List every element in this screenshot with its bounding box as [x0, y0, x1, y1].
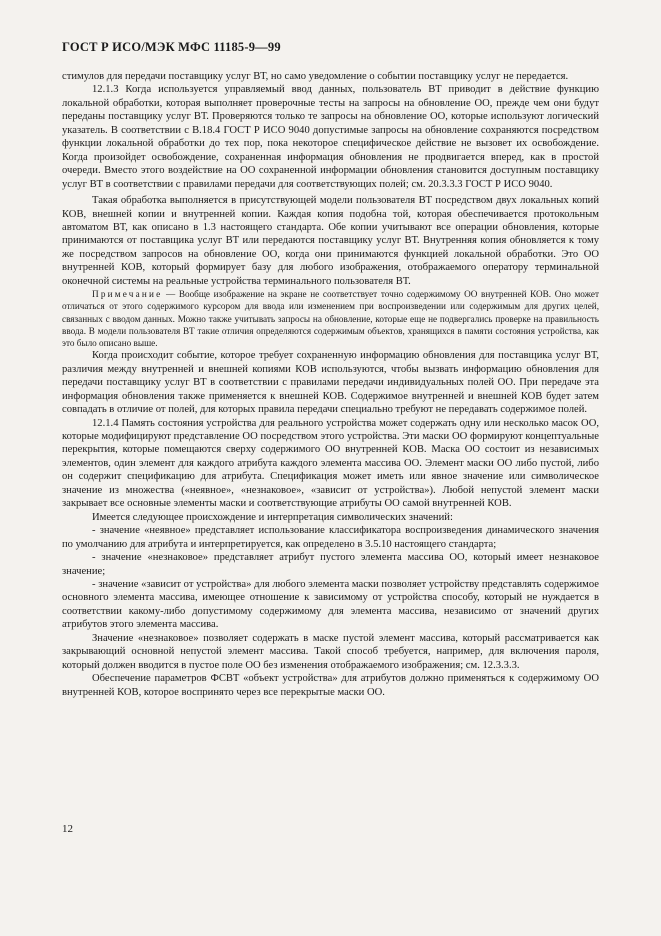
note-text: — Вообще изображение на экране не соответствует точно содержимому ОО внутренней КОВ. Оно может отличаться от этого содержимого курсором для ввода или изменением при воспроизведении или содержимым для других целей, связанных с вводом данных. Можно также учитывать запросы на обновление, которые еще не подвергались проверке на правильность ввода. В модели пользователя ВТ такие отличия определяются содержимым объектов, хранящихся в памяти состояния устройства, как это было описано выше.: [62, 289, 599, 349]
note-label: Примечание: [92, 289, 163, 300]
note: [62, 288, 599, 349]
paragraph-fsvt-params: Обеспечение параметров ФСВТ «объект устройства» для атрибутов должно применяться к содержимому ОО внутренней КОВ, которое воспринято через все перекрытые маски ОО.: [62, 673, 599, 698]
paragraph-nonsign-value: Значение «незнаковое» позволяет содержать в маске пустой элемент массива, который рассматривается как закрывающий основной непустой элемент массива. Такой способ требуется, например, для включения пароля, который должен вводится в пустое поле ОО без изменения отображаемого изображения; см. 12.3.3.3.: [62, 632, 599, 671]
paragraph-continuation: стимулов для передачи поставщику услуг ВТ, но само уведомление о событии поставщику услуг не передается.: [62, 71, 569, 82]
list-item-implicit: - значение «неявное» представляет использование классификатора воспроизведения динамического значения по умолчанию для атрибута и интерпретируется, как определено в 3.5.10 настоящего стандарта;: [62, 525, 599, 550]
paragraph-12-1-3: 12.1.3 Когда используется управляемый ввод данных, пользователь ВТ приводит в действие функцию локальной обработки, которая выполняет проверочные тесты на запросы на обновление ОО, прежде чем они будут переданы поставщику услуг ВТ. Проверяются только те запросы на обновление ОО, которые используют логический указатель. В соответствии с В.18.4 ГОСТ Р ИСО 9040 допустимые запросы на обновление сохраняются посредством функции локальной обработки до тех пор, пока некоторое специфическое действие не вызовет их освобождение. Когда произойдет освобождение, сохраненная информация обновления не продвигается вперед, как в простой очереди. Вместо этого воздействие на ОО сохраненной информации обновления становится доступным поставщику услуг ВТ в соответствии с правилами передачи для соответствующих полей; см. 20.3.3.3 ГОСТ Р ИСО 9040.: [62, 84, 599, 190]
paragraph-symbolic-intro: Имеется следующее происхождение и интерпретация символических значений:: [92, 511, 453, 523]
list-item-nonsign: - значение «незнаковое» представляет атрибут пустого элемента массива ОО, который имеет незнаковое значение;: [62, 552, 599, 577]
paragraph-event: Когда происходит событие, которое требует сохраненную информацию обновления для поставщика услуг ВТ, различия между внутренней и внешней копиями КОВ используются, чтобы вызвать информацию обновления для передачи поставщику услуг ВТ в соответствии с правилами передачи индивидуальных полей ОО. При передаче эта информация обновления также применяется к внешней КОВ. Содержимое внутренней и внешней КОВ будет затем совпадать в отличие от полей, для которых правила передачи специально требуют не передавать содержимое полей.: [62, 350, 599, 416]
list-item-device-dependent: - значение «зависит от устройства» для любого элемента маски позволяет устройству представлять содержимое основного элемента массива, имеющее отношение к зависимому от устройства способу, который не нуждается в соответствии какому-либо допустимому содержимому для элемента массива, независимо от значений других атрибутов этого элемента массива.: [62, 578, 599, 631]
body-text: [62, 70, 599, 699]
paragraph-processing: Такая обработка выполняется в присутствующей модели пользователя ВТ посредством двух локальных копий КОВ, внешней копии и внутренней копии. Каждая копия подобна той, которая обеспечивается протокольным автоматом ВТ, как описано в 1.3 настоящего стандарта. Обе копии учитывают все операции обновления, которые принимаются от поставщика услуг ВТ или передаются поставщику услуг ВТ. Внутренняя копия обновляется к тому же посредством запросов на обновление ОО, когда они принимаются функцией локальной обработки. Это ОО внутренней КОВ, который формирует базу для любого изображения, отображаемого оператору терминальной оконечной системы на реальные устройства терминального пользователя ВТ.: [62, 195, 599, 287]
page-header-title: ГОСТ Р ИСО/МЭК МФС 11185-9—99: [62, 40, 281, 54]
paragraph-12-1-4: 12.1.4 Память состояния устройства для реального устройства может содержать одну или несколько масок ОО, которые модифицируют представление ОО посредством этого устройства. Эти маски ОО формируют концептуальные перекрытия, которые помещаются сверху содержимого ОО внутренней КОВ. Маска ОО состоит из независимых элементов, один элемент для каждого атрибута каждого элемента массива ОО. Элемент маски ОО либо пустой, либо он содержит спецификацию для атрибута. Спецификация может иметь или явное значение или символическое значение из множества («неявное», «незнаковое», «зависит от устройства»). Любой непустой элемент маски закрывает все основные элементы маски и соответствующие атрибуты ОО самой внутренней КОВ.: [62, 417, 599, 510]
page-number: 12: [62, 823, 73, 835]
